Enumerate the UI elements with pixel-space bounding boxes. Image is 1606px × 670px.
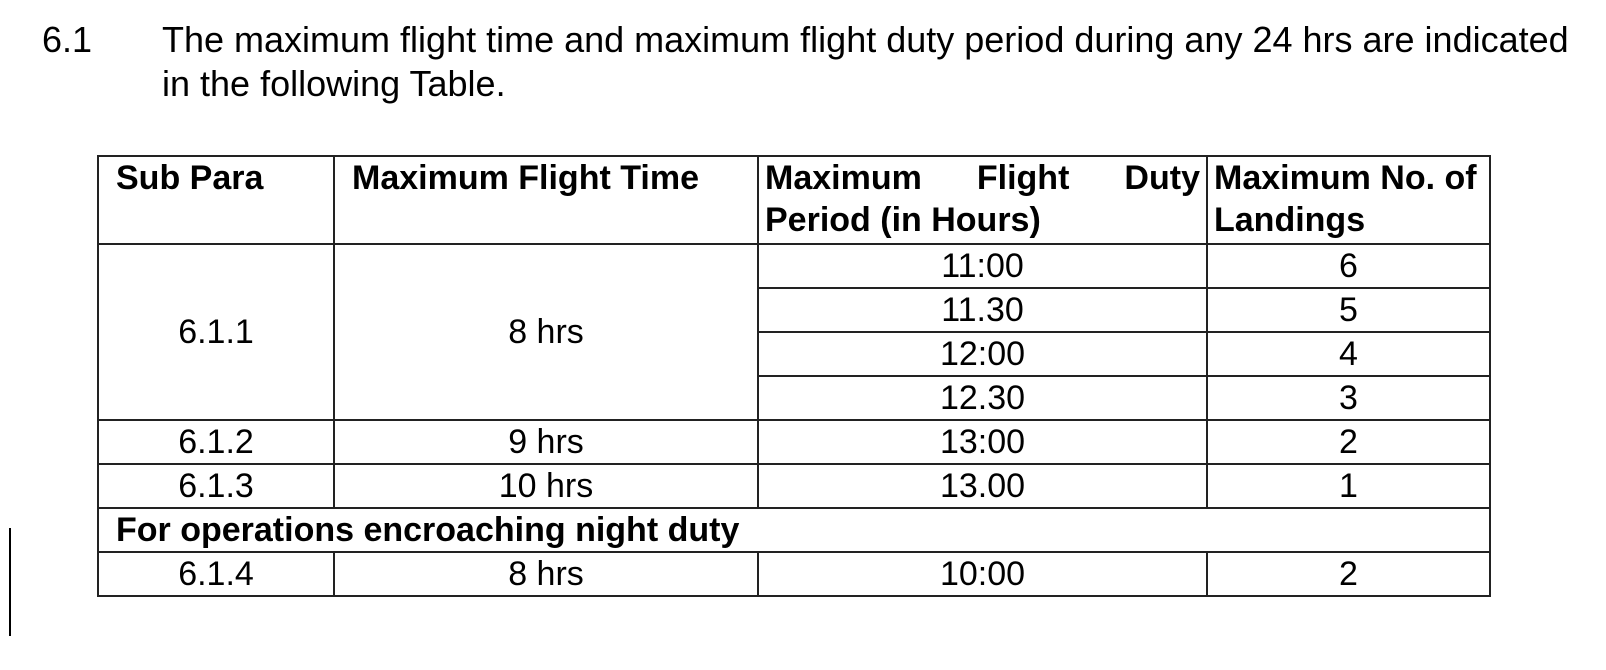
revision-change-bar: [9, 528, 11, 636]
table-row: [98, 420, 1490, 464]
cell-sub-para: 6.1.3: [98, 464, 334, 508]
cell-duty-period: 12:00: [758, 332, 1207, 376]
cell-landings: 2: [1207, 552, 1490, 596]
cell-duty-period: 10:00: [758, 552, 1207, 596]
cell-flight-time: 8 hrs: [334, 552, 758, 596]
cell-sub-para: 6.1.2: [98, 420, 334, 464]
cell-duty-period: 11.30: [758, 288, 1207, 332]
cell-duty-period: 11:00: [758, 244, 1207, 288]
cell-landings: 3: [1207, 376, 1490, 420]
flight-time-limits-table: [97, 155, 1491, 597]
cell-landings: 1: [1207, 464, 1490, 508]
table-header-row: [98, 156, 1490, 244]
cell-duty-period: 12.30: [758, 376, 1207, 420]
cell-landings: 5: [1207, 288, 1490, 332]
header-sub-para: Sub Para: [98, 156, 334, 244]
table-row: [98, 464, 1490, 508]
cell-duty-period: 13:00: [758, 420, 1207, 464]
cell-landings: 2: [1207, 420, 1490, 464]
cell-flight-time: 8 hrs: [334, 244, 758, 420]
cell-landings: 6: [1207, 244, 1490, 288]
cell-flight-time: 10 hrs: [334, 464, 758, 508]
cell-duty-period: 13.00: [758, 464, 1207, 508]
paragraph-text: The maximum flight time and maximum flight duty period during any 24 hrs are indicated in the following Table.: [162, 19, 1569, 104]
cell-landings: 4: [1207, 332, 1490, 376]
cell-flight-time: 9 hrs: [334, 420, 758, 464]
header-max-flight-time: Maximum Flight Time: [334, 156, 758, 244]
header-max-duty-period: Maximum Flight Duty Period (in Hours): [758, 156, 1207, 244]
cell-sub-para: 6.1.1: [98, 244, 334, 420]
header-max-landings: Maximum No. of Landings: [1207, 156, 1490, 244]
night-duty-section-label: For operations encroaching night duty: [98, 508, 1490, 552]
section-row: [98, 508, 1490, 552]
table-row: [98, 552, 1490, 596]
cell-sub-para: 6.1.4: [98, 552, 334, 596]
paragraph-number: 6.1: [42, 19, 93, 60]
table-row: [98, 244, 1490, 288]
